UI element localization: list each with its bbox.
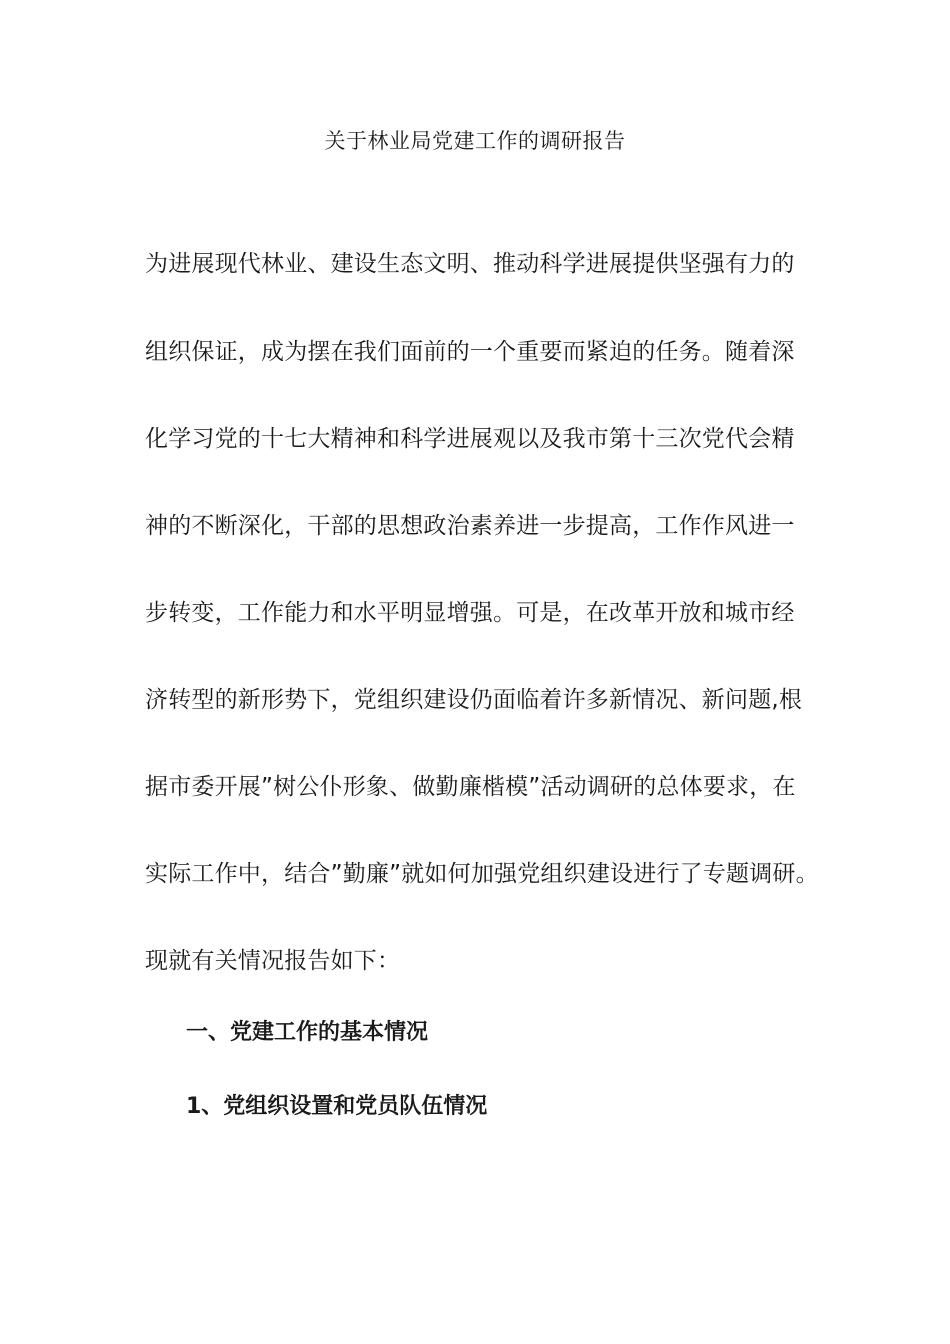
subsection-heading: 1、党组织设置和党员队伍情况 bbox=[186, 1094, 488, 1119]
paragraph-line: 神的不断深化，干部的思想政治素养进一步提高，工作作风进一 bbox=[145, 513, 795, 539]
paragraph-line: 现就有关情况报告如下： bbox=[145, 948, 401, 974]
paragraph-line: 为进展现代林业、建设生态文明、推动科学进展提供坚强有力的 bbox=[145, 251, 795, 277]
paragraph-line: 实际工作中，结合”勤廉”就如何加强党组织建设进行了专题调研。 bbox=[145, 861, 819, 887]
paragraph-line: 化学习党的十七大精神和科学进展观以及我市第十三次党代会精 bbox=[145, 426, 795, 452]
document-title: 关于林业局党建工作的调研报告 bbox=[324, 129, 626, 153]
paragraph-line: 步转变，工作能力和水平明显增强。可是，在改革开放和城市经 bbox=[145, 600, 795, 626]
paragraph-line: 济转型的新形势下，党组织建设仍面临着许多新情况、新问题,根 bbox=[145, 687, 803, 713]
paragraph-line: 据市委开展”树公仆形象、做勤廉楷模”活动调研的总体要求，在 bbox=[145, 774, 796, 800]
section-heading: 一、党建工作的基本情况 bbox=[186, 1020, 429, 1045]
paragraph-line: 组织保证，成为摆在我们面前的一个重要而紧迫的任务。随着深 bbox=[145, 339, 795, 365]
